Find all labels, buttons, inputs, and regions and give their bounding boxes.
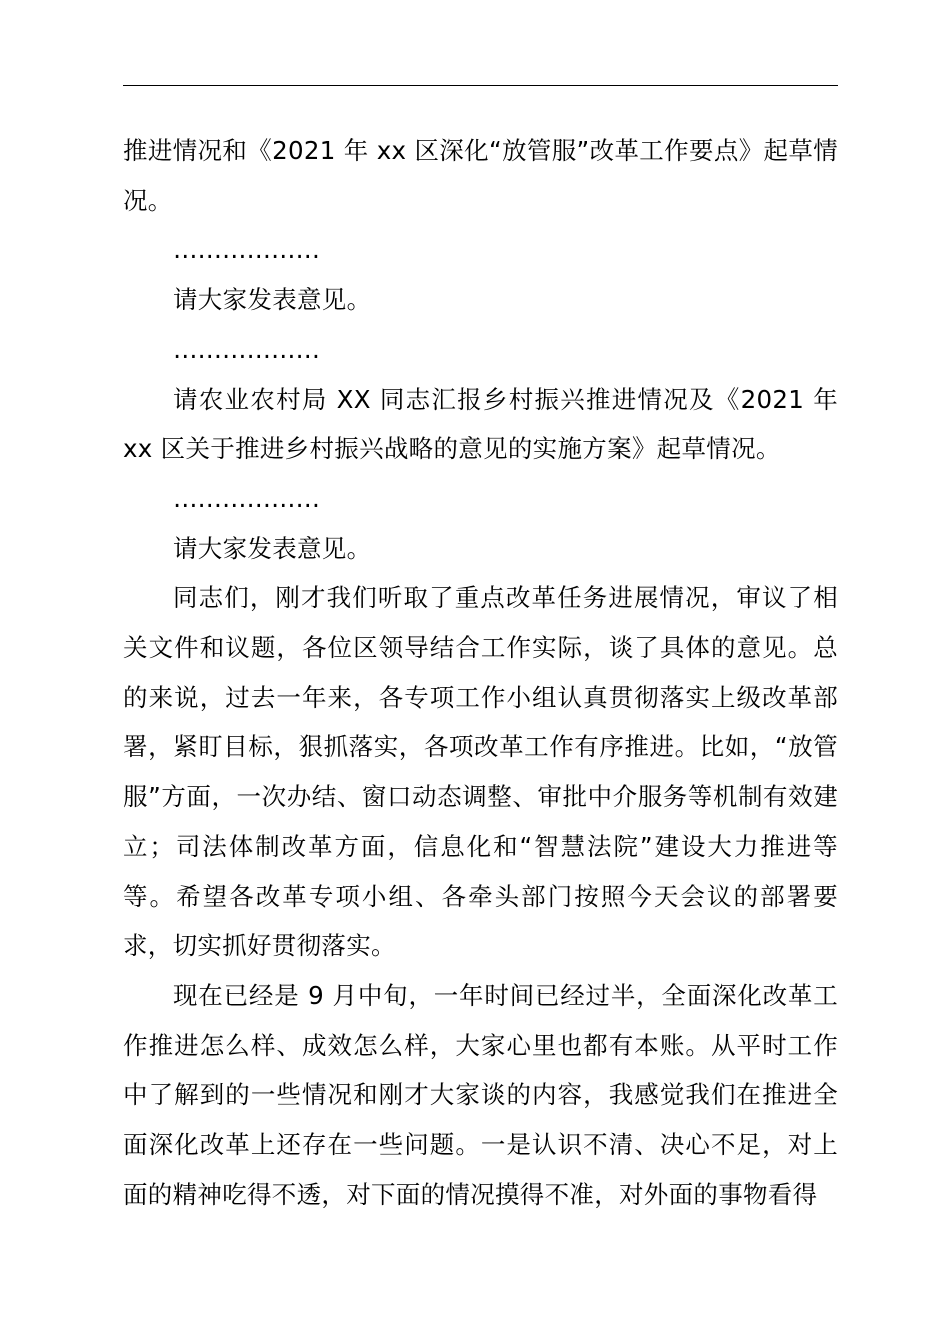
document-body — [123, 126, 838, 1219]
ellipsis-line: ……………… — [173, 235, 320, 265]
ellipsis-line: ……………… — [173, 483, 320, 513]
paragraph: 同志们，刚才我们听取了重点改革任务进展情况，审议了相关文件和议题，各位区领导结合工作实际，谈了具体的意见。总的来说，过去一年来，各专项工作小组认真贯彻落实上级改革部署，紧盯目标，狠抓落实，各项改革工作有序推进。比如，“放管服”方面，一次办结、窗口动态调整、审批中介服务等机制有效建立；司法体制改革方面，信息化和“智慧法院”建设大力推进等等。希望各改革专项小组、各牵头部门按照今天会议的部署要求，切实抓好贯彻落实。 — [123, 583, 838, 961]
paragraph: 请大家发表意见。 — [173, 533, 372, 563]
paragraph: 现在已经是 9 月中旬，一年时间已经过半，全面深化改革工作推进怎么样、成效怎么样，大家心里也都有本账。从平时工作中了解到的一些情况和刚才大家谈的内容，我感觉我们在推进全面深化改革上还存在一些问题。一是认识不清、决心不足，对上面的精神吃得不透，对下面的情况摸得不准，对外面的事物看得 — [123, 980, 838, 1209]
paragraph: 推进情况和《2021 年 xx 区深化“放管服”改革工作要点》起草情况。 — [123, 136, 838, 215]
paragraph: 请农业农村局 XX 同志汇报乡村振兴推进情况及《2021 年 xx 区关于推进乡村振兴战略的意见的实施方案》起草情况。 — [123, 384, 838, 464]
paragraph: 请大家发表意见。 — [173, 285, 372, 315]
ellipsis-line: ……………… — [173, 334, 320, 364]
header-rule — [123, 85, 838, 86]
